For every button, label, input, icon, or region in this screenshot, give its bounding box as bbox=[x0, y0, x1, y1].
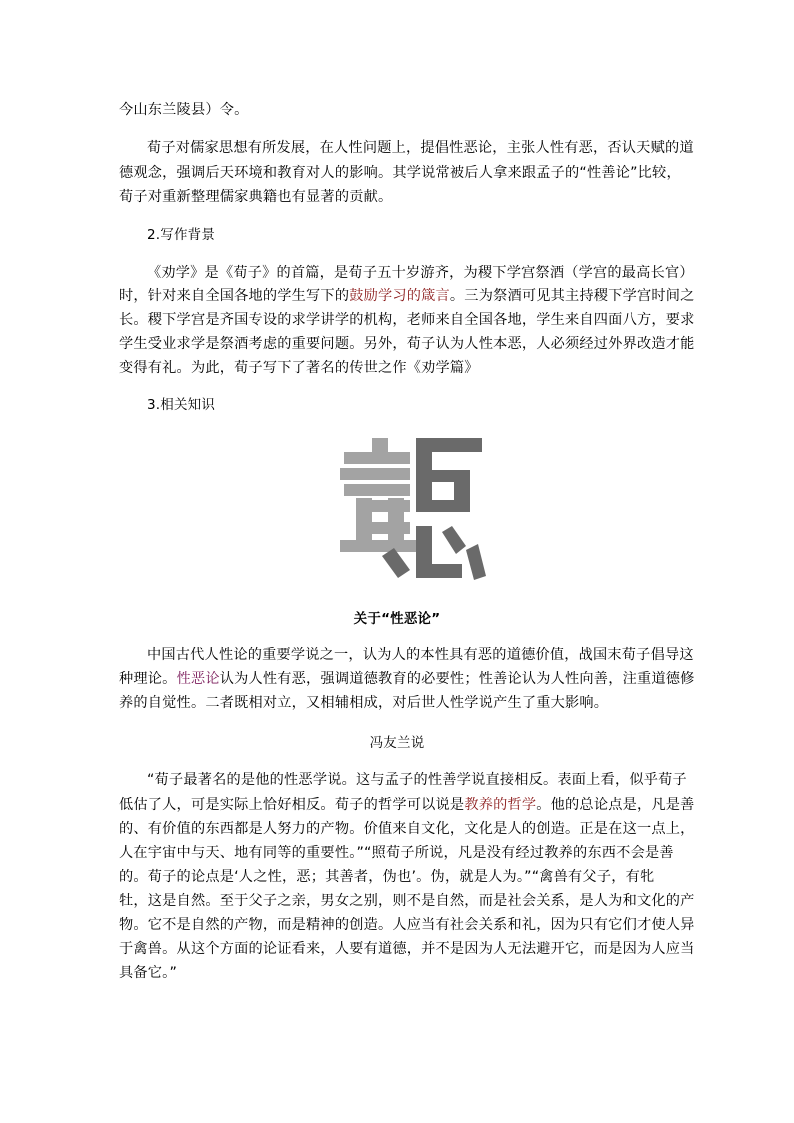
section-heading: 3.相关知识 bbox=[147, 397, 216, 413]
text-span: 。三为祭酒可见其主持稷下学宫时间之 bbox=[449, 288, 695, 304]
text-line: 德观念，强调后天环境和教育对人的影响。其学说常被后人拿来跟孟子的“性善论”比较， bbox=[119, 165, 681, 181]
e-character-icon bbox=[338, 436, 486, 582]
text-line: 今山东兰陵县）令。 bbox=[119, 102, 249, 118]
text-line: 的。荀子的论点是‘人之性，恶；其善者，伪也’。伪，就是人为。”“禽兽有父子，有牝 bbox=[119, 869, 655, 885]
text-line: 《劝学》是《荀子》的首篇，是荀子五十岁游齐，为稷下学宫祭酒（学宫的最高长官） bbox=[147, 265, 694, 281]
text-line: 长。稷下学宫是齐国专设的求学讲学的机构，老师来自全国各地，学生来自四面八方，要求 bbox=[119, 312, 695, 328]
text-line: 人在宇宙中与天、地有同等的重要性。”“照荀子所说，凡是没有经过教养的东西不会是善 bbox=[119, 845, 674, 861]
text-line: 中国古代人性论的重要学说之一，认为人的本性具有恶的道德价值，战国末荀子倡导这 bbox=[147, 647, 694, 663]
text-line: 的、有价值的东西都是人努力的产物。价值来自文化，文化是人的创造。正是在这一点上， bbox=[119, 821, 695, 837]
text-line: 物。它不是自然的产物，而是精神的创造。人应当有社会关系和礼，因为只有它们才使人异 bbox=[119, 917, 695, 933]
highlight-text: 鼓励学习的箴言 bbox=[349, 288, 450, 304]
box-title: 关于“性恶论” bbox=[353, 611, 441, 627]
text-line: 变得有礼。为此，荀子写下了著名的传世之作《劝学篇》 bbox=[119, 360, 479, 376]
text-span: 低估了人，可是实际上恰好相反。荀子的哲学可以说是 bbox=[119, 797, 465, 813]
highlight-text: 教养的哲学 bbox=[464, 797, 537, 813]
text-line: “荀子最著名的是他的性恶学说。这与孟子的性善学说直接相反。表面上看，似乎荀子 bbox=[147, 772, 687, 788]
e-character-logo bbox=[338, 436, 486, 582]
text-line: 养的自觉性。二者既相对立，又相辅相成，对后世人性学说产生了重大影响。 bbox=[119, 695, 609, 711]
box-title: 冯友兰说 bbox=[369, 735, 425, 751]
text-line bbox=[119, 793, 695, 817]
text-line: 于禽兽。从这个方面的论证看来，人要有道德，并不是因为人无法避开它，而是因为人应当 bbox=[119, 941, 695, 957]
text-line bbox=[119, 667, 695, 691]
highlight-text: 性恶论 bbox=[176, 671, 220, 687]
text-line: 荀子对儒家思想有所发展，在人性问题上，提倡性恶论，主张人性有恶，否认天赋的道 bbox=[147, 140, 694, 156]
text-span: 。他的总论点是，凡是善 bbox=[536, 797, 695, 813]
section-heading: 2.写作背景 bbox=[147, 227, 216, 243]
text-span: 时，针对来自全国各地的学生写下的 bbox=[119, 288, 350, 304]
text-line bbox=[119, 284, 695, 308]
text-line: 学生受业求学是祭酒考虑的重要问题。另外，荀子认为人性本恶，人必须经过外界改造才能 bbox=[119, 336, 695, 352]
text-line: 荀子对重新整理儒家典籍也有显著的贡献。 bbox=[119, 189, 393, 205]
text-span: 种理论。 bbox=[119, 671, 177, 687]
text-span: 认为人性有恶，强调道德教育的必要性；性善论认为人性向善，注重道德修 bbox=[219, 671, 695, 687]
text-line: 具备它。” bbox=[119, 965, 178, 981]
text-line: 牡，这是自然。至于父子之亲，男女之别，则不是自然，而是社会关系，是人为和文化的产 bbox=[119, 893, 695, 909]
